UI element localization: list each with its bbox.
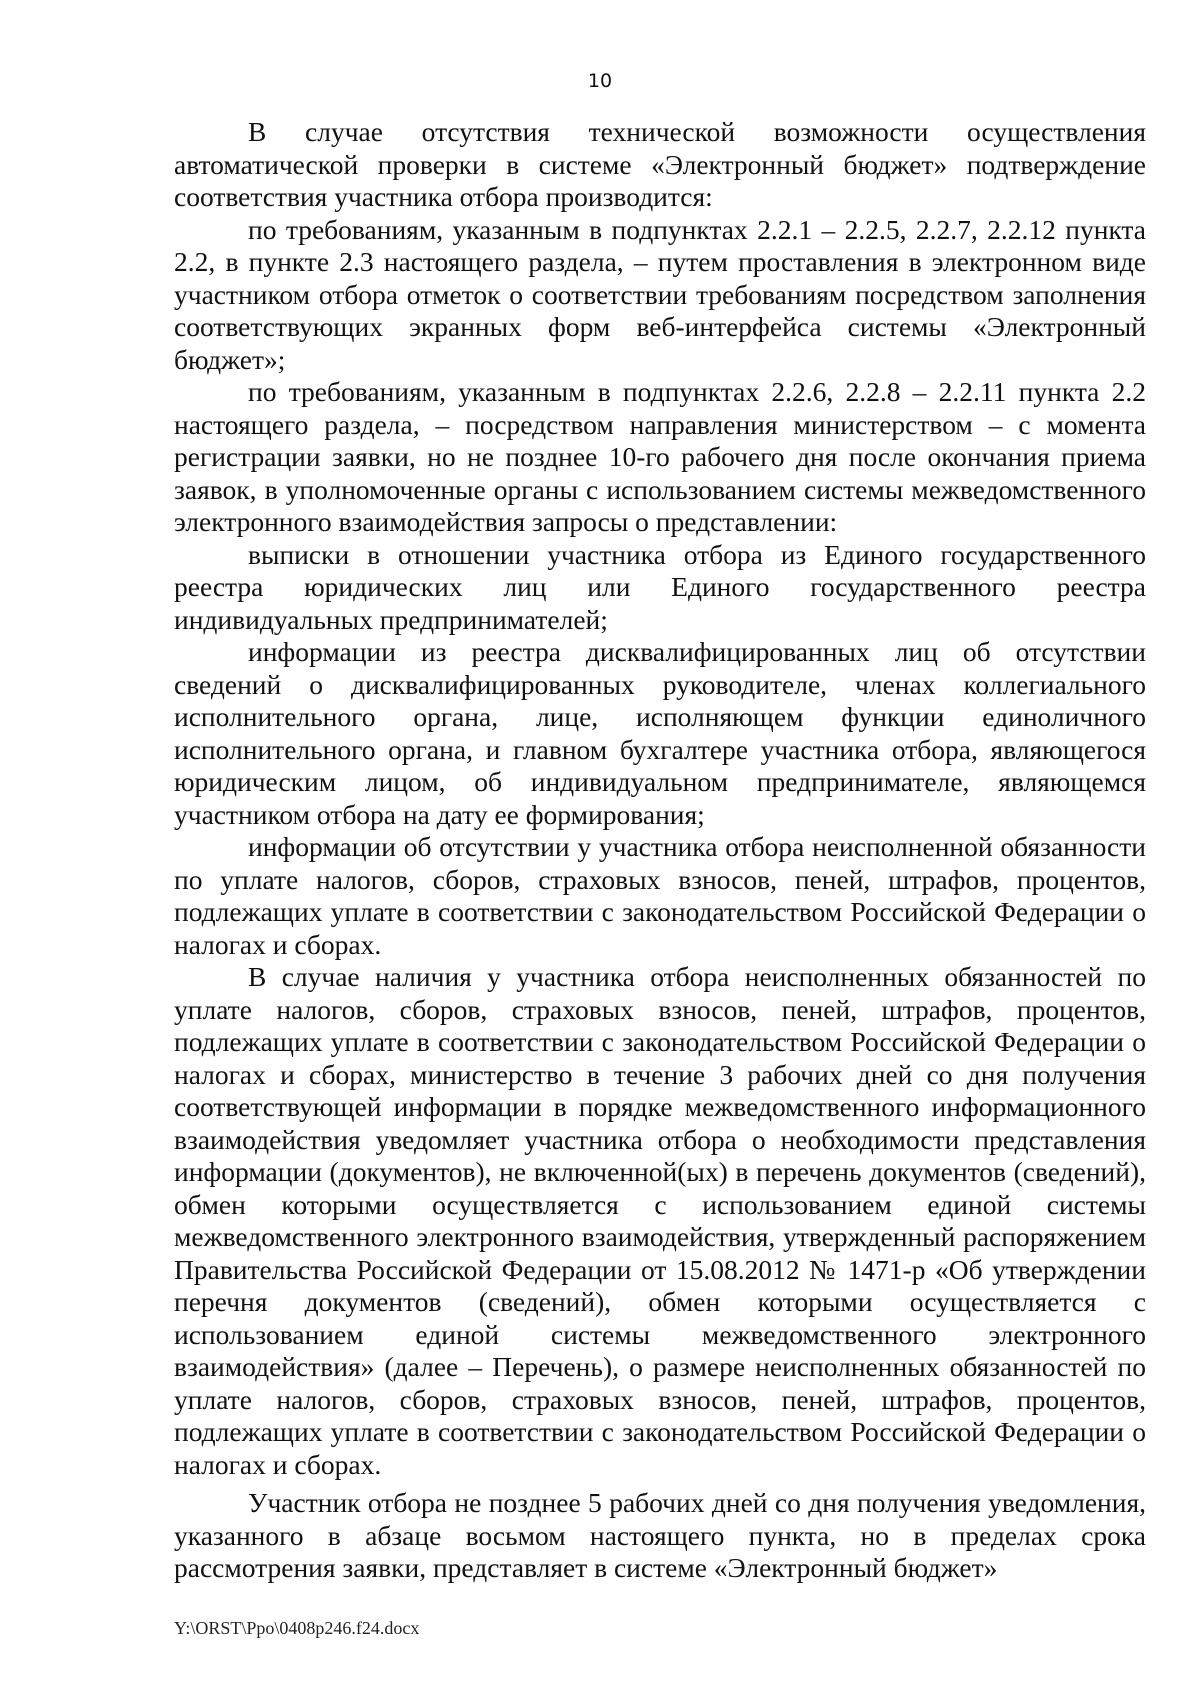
footer-file-path: Y:\ORST\Ppo\0408p246.f24.docx — [174, 1618, 420, 1638]
paragraph-2: по требованиям, указанным в подпунктах 2.2.1 – 2.2.5, 2.2.7, 2.2.12 пункта 2.2, в пункте 2.3 настоящего раздела, – путем проставления в электронном виде участником отбора отметок о соответствии требованиям посредством заполнения соответствующих экранных форм веб-интерфейса системы «Электронный бюджет»; — [174, 213, 1146, 375]
paragraph-6: информации об отсутствии у участника отбора неисполненной обязанности по уплате налогов, сборов, страховых взносов, пеней, штрафов, процентов, подлежащих уплате в соответствии с законодательством Российской Федерации о налогах и сборах. — [174, 831, 1146, 960]
paragraph-3: по требованиям, указанным в подпунктах 2.2.6, 2.2.8 – 2.2.11 пункта 2.2 настоящего раздела, – посредством направления министерством – с момента регистрации заявки, но не позднее 10-го рабочего дня после окончания приема заявок, в уполномоченные органы с использованием системы межведомственного электронного взаимодействия запросы о представлении: — [174, 376, 1146, 537]
paragraph-5: информации из реестра дисквалифицированных лиц об отсутствии сведений о дисквалифицированных руководителе, членах коллегиального исполнительного органа, лице, исполняющем функции единоличного исполнительного органа, и главном бухгалтере участника отбора, являющегося юридическим лицом, об индивидуальном предпринимателе, являющемся участником отбора на дату ее формирования; — [174, 636, 1146, 830]
paragraph-8: Участник отбора не позднее 5 рабочих дней со дня получения уведомления, указанного в абзаце восьмом настоящего пункта, но в пределах срока рассмотрения заявки, представляет в системе «Электронный бюджет» — [174, 1487, 1146, 1583]
paragraph-4: выписки в отношении участника отбора из Единого государственного реестра юридических лиц или Единого государственного реестра индивидуальных предпринимателей; — [174, 538, 1146, 635]
document-body — [174, 116, 1146, 1585]
paragraph-7: В случае наличия у участника отбора неисполненных обязанностей по уплате налогов, сборов, страховых взносов, пеней, штрафов, процентов, подлежащих уплате в соответствии с законодательством Российской Федерации о налогах и сборах, министерство в течение 3 рабочих дней со дня получения соответствующей информации в порядке межведомственного информационного взаимодействия уведомляет участника отбора о необходимости представления информации (документов), не включенной(ых) в перечень документов (сведений), обмен которыми осуществляется с использованием единой системы межведомственного электронного взаимодействия, утвержденный распоряжением Правительства Российской Федерации от 15.08.2012 № 1471-р «Об утверждении перечня документов (сведений), обмен которыми осуществляется с использованием единой системы межведомственного электронного взаимодействия» (далее – Перечень), о размере неисполненных обязанностей по уплате налогов, сборов, страховых взносов, пеней, штрафов, процентов, подлежащих уплате в соответствии с законодательством Российской Федерации о налогах и сборах. — [174, 961, 1146, 1480]
page-number: 10 — [587, 70, 613, 92]
paragraph-1: В случае отсутствия технической возможности осуществления автоматической проверки в системе «Электронный бюджет» подтверждение соответствия участника отбора производится: — [174, 116, 1146, 212]
